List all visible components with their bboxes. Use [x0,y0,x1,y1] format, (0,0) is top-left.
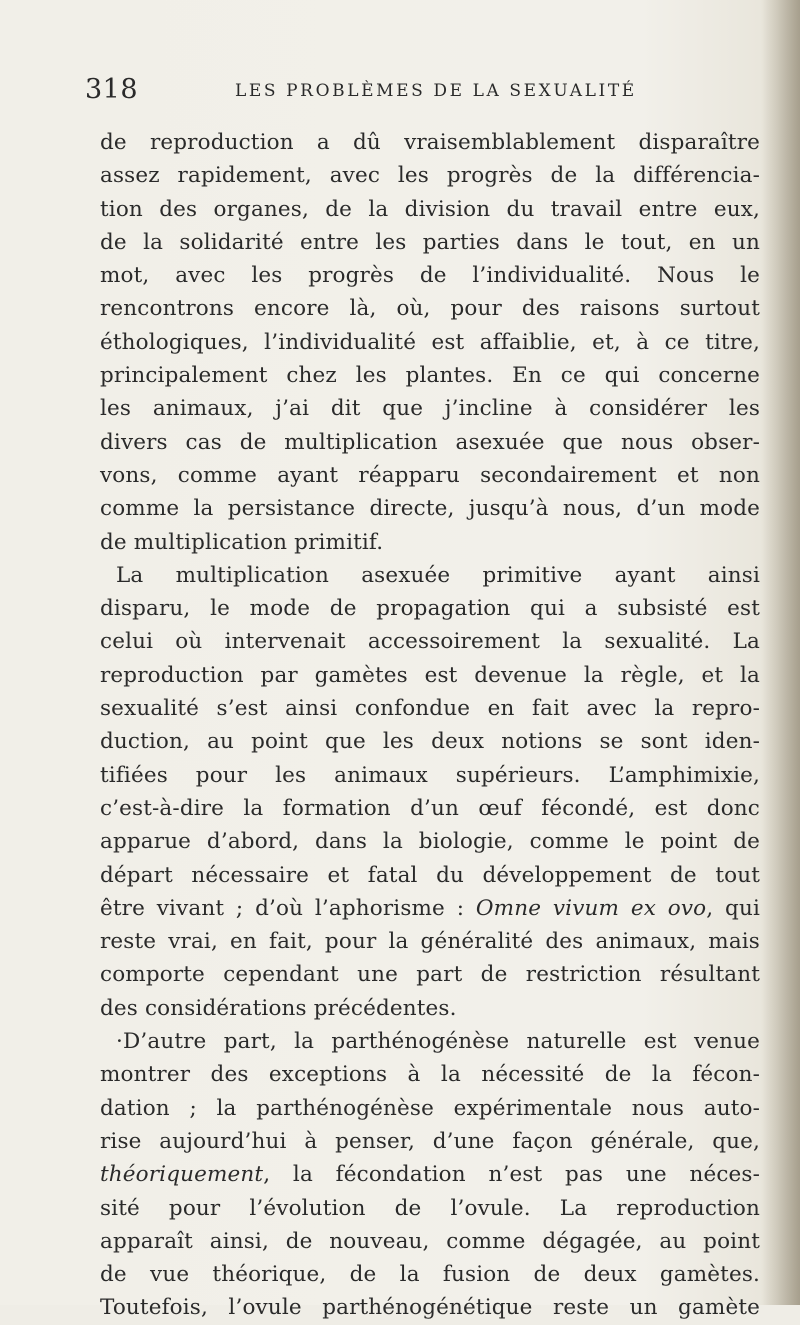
running-title: LES PROBLÈMES DE LA SEXUALITÉ [235,81,637,101]
text-line: celui où intervenait accessoirement la sexualité. La [100,629,760,655]
text-line: sité pour l’évolution de l’ovule. La reproduction [100,1195,760,1221]
text-line: comme la persistance directe, jusqu’à nous, d’un mode [100,496,760,522]
text-line: c’est-à-dire la formation d’un œuf fécondé, est donc [100,795,760,821]
italic-term: théoriquement [100,1162,264,1188]
text-line: mot, avec les progrès de l’individualité. Nous le [100,263,760,289]
paragraph-start-line: ·D’autre part, la parthénogénèse naturelle est venue [116,1029,760,1055]
text-line: duction, au point que les deux notions se sont iden- [100,729,760,755]
text-line: comporte cependant une part de restriction résultant [100,962,760,988]
page-edge-shadow [762,0,800,1305]
text-line: rencontrons encore là, où, pour des raisons surtout [100,296,760,322]
text-line: montrer des exceptions à la nécessité de la fécon- [100,1062,760,1088]
text-line [100,1158,760,1191]
page-number: 318 [85,74,139,105]
page-header [85,74,765,108]
paragraph-start-line: La multiplication asexuée primitive ayant ainsi [116,562,760,588]
text-line [100,892,760,925]
text-line: des considérations précédentes. [100,995,457,1021]
text-line: éthologiques, l’individualité est affaiblie, et, à ce titre, [100,329,760,355]
text-line: apparue d’abord, dans la biologie, comme le point de [100,829,760,855]
body-text [100,126,760,1325]
text-line: sexualité s’est ainsi confondue en fait avec la repro- [100,696,760,722]
text-line: apparaît ainsi, de nouveau, comme dégagée, au point [100,1228,760,1254]
text-line: assez rapidement, avec les progrès de la différencia- [100,163,760,189]
text-line: tion des organes, de la division du travail entre eux, [100,196,760,222]
text-line: de vue théorique, de la fusion de deux gamètes. [100,1262,760,1288]
text-line: divers cas de multiplication asexuée que nous obser- [100,429,760,455]
text-line: Toutefois, l’ovule parthénogénétique reste un gamète [100,1295,760,1321]
text-segment: , la fécondation n’est pas une néces- [263,1162,760,1188]
text-line: principalement chez les plantes. En ce qui concerne [100,363,760,389]
text-line: reste vrai, en fait, pour la généralité des animaux, mais [100,929,760,955]
text-segment: , qui [706,895,760,921]
text-line: départ nécessaire et fatal du développement de tout [100,862,760,888]
text-line: de la solidarité entre les parties dans le tout, en un [100,229,760,255]
text-line: tifiées pour les animaux supérieurs. L’amphimixie, [100,762,760,788]
text-segment: être vivant ; d’où l’aphorisme : [100,895,476,921]
latin-aphorism: Omne vivum ex ovo [475,895,707,921]
text-line: reproduction par gamètes est devenue la règle, et la [100,662,760,688]
text-line: de multiplication primitif. [100,529,384,555]
text-line: rise aujourd’hui à penser, d’une façon générale, que, [100,1128,760,1154]
text-line: vons, comme ayant réapparu secondairement et non [100,462,760,488]
text-line: dation ; la parthénogénèse expérimentale nous auto- [100,1095,760,1121]
text-line: de reproduction a dû vraisemblablement disparaître [100,130,760,155]
text-line: les animaux, j’ai dit que j’incline à considérer les [100,396,760,422]
text-line: disparu, le mode de propagation qui a subsisté est [100,596,760,622]
